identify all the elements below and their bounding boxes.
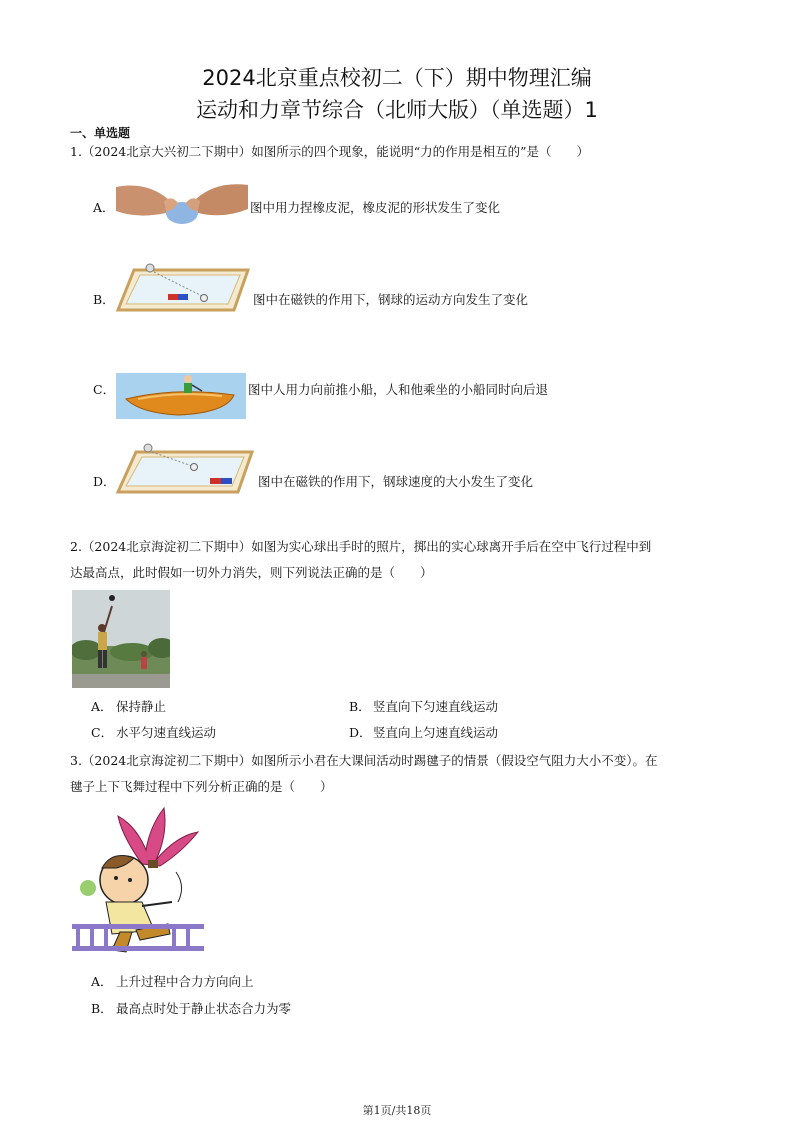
- q2-option-c-letter: C．: [91, 725, 114, 740]
- q3-option-b-text: 最高点时处于静止状态合力为零: [116, 1001, 292, 1016]
- q1-option-b-letter: B．: [93, 292, 115, 307]
- q1-magnet-tray-b-image: [114, 262, 252, 320]
- q2-option-d-letter: D．: [349, 725, 372, 740]
- q3-option-a-letter: A．: [91, 974, 113, 989]
- q3-option-b-letter: B．: [91, 1001, 113, 1016]
- q3-stem-line2: 毽子上下飞舞过程中下列分析正确的是（ ）: [70, 779, 333, 794]
- q1-boat-image: [116, 373, 246, 419]
- q2-option-a-text: 保持静止: [116, 699, 167, 714]
- q2-shot-put-photo: [72, 590, 170, 688]
- q1-option-a-text: 图中用力捏橡皮泥，橡皮泥的形状发生了变化: [250, 200, 501, 215]
- q1-magnet-tray-d-image: [114, 440, 256, 502]
- q1-option-d-text: 图中在磁铁的作用下，钢球速度的大小发生了变化: [258, 474, 534, 489]
- q3-shuttlecock-kick-image: [72, 806, 204, 958]
- q3-option-a-text: 上升过程中合力方向向上: [116, 974, 254, 989]
- q2-option-a-letter: A．: [91, 699, 113, 714]
- page-footer: 第1页/共18页: [362, 1104, 432, 1117]
- q1-option-d-letter: D．: [93, 474, 116, 489]
- section-heading: 一、单选题: [70, 126, 131, 140]
- q1-option-c-letter: C．: [93, 382, 116, 397]
- q1-option-c-text: 图中人用力向前推小船，人和他乘坐的小船同时向后退: [248, 382, 549, 397]
- q3-stem-line1: 3.（2024北京海淀初二下期中）如图所示小君在大课间活动时踢毽子的情景（假设空气阻力大小不变）。在: [70, 753, 658, 768]
- q2-option-b-text: 竖直向下匀速直线运动: [373, 699, 499, 714]
- q2-option-c-text: 水平匀速直线运动: [116, 725, 217, 740]
- q1-stem: 1.（2024北京大兴初二下期中）如图所示的四个现象，能说明“力的作用是相互的”是（ ）: [70, 144, 590, 159]
- q1-hands-clay-image: [116, 179, 248, 229]
- page-title-line1: 2024北京重点校初二（下）期中物理汇编: [202, 66, 592, 90]
- q2-option-b-letter: B．: [349, 699, 371, 714]
- q1-option-b-text: 图中在磁铁的作用下，钢球的运动方向发生了变化: [253, 292, 529, 307]
- q2-stem-line1: 2.（2024北京海淀初二下期中）如图为实心球出手时的照片，掷出的实心球离开手后在空中飞行过程中到: [70, 539, 652, 554]
- page-title-line2: 运动和力章节综合（北师大版）（单选题）1: [196, 98, 598, 122]
- q2-option-d-text: 竖直向上匀速直线运动: [373, 725, 499, 740]
- q2-stem-line2: 达最高点，此时假如一切外力消失，则下列说法正确的是（ ）: [70, 565, 433, 580]
- q1-option-a-letter: A．: [93, 200, 115, 215]
